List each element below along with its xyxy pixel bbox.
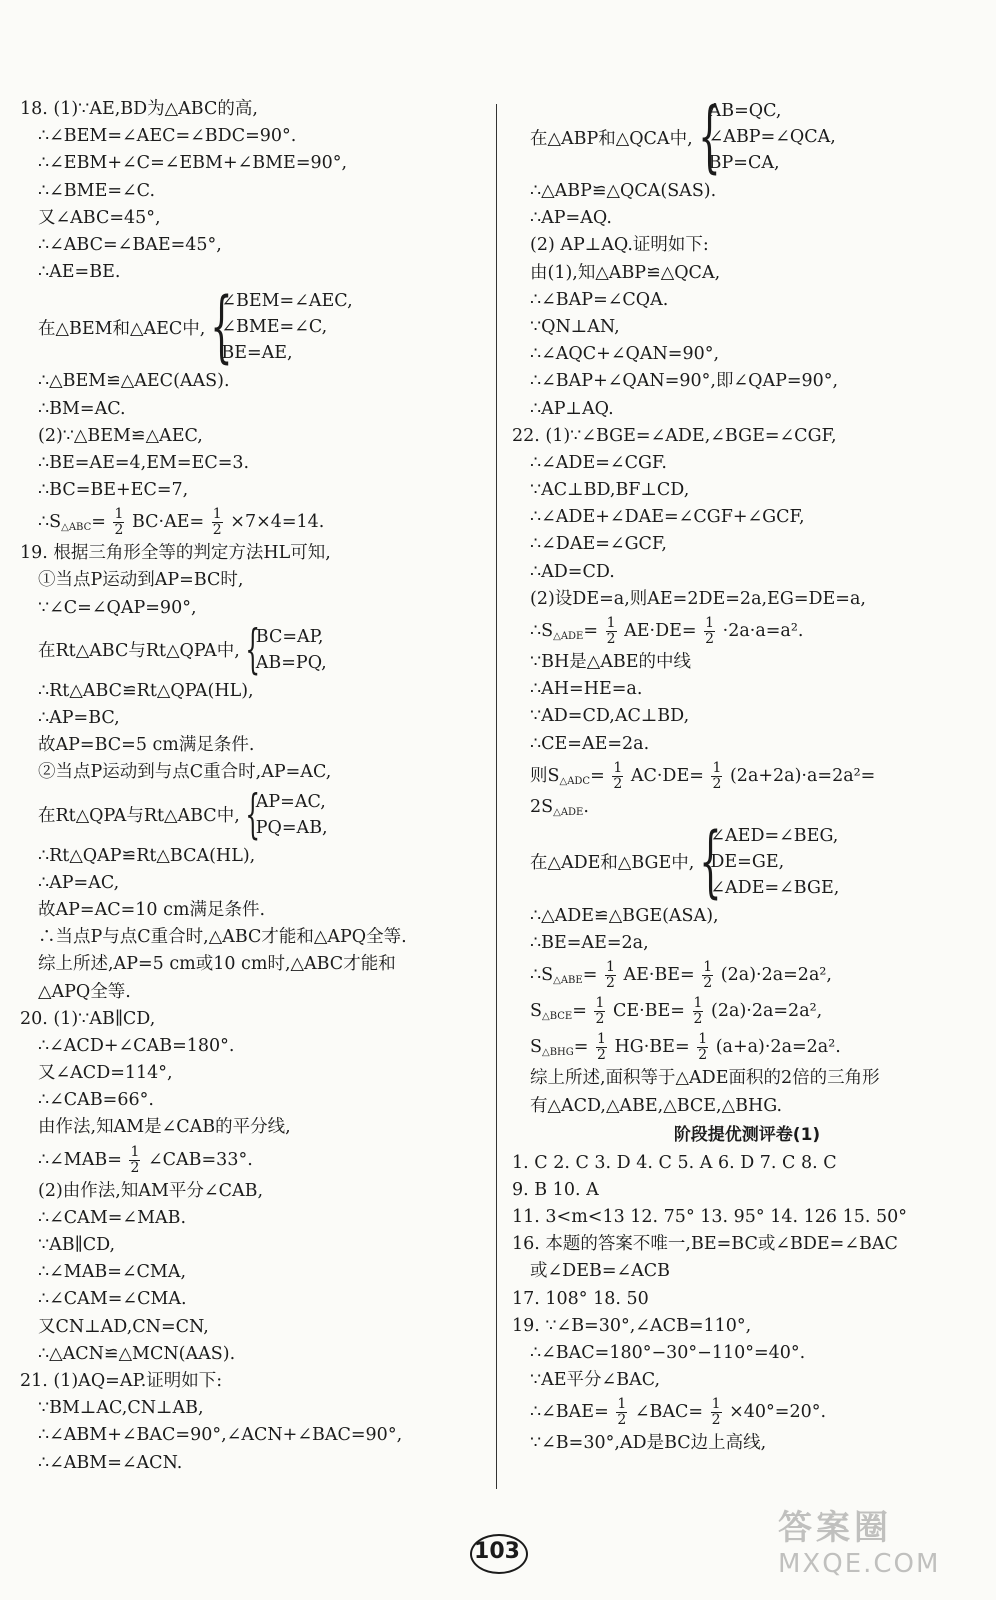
fraction <box>129 1145 140 1176</box>
system-label: 在Rt△QPA与Rt△ABC中, <box>38 806 240 827</box>
formula-text: S <box>530 1037 542 1058</box>
text-line: ①当点P运动到AP=BC时, <box>38 570 244 591</box>
formula-text: . <box>583 796 589 817</box>
text-line: ∵AD=CD,AC⊥BD, <box>530 706 690 727</box>
formula-text: = <box>590 765 605 786</box>
area-formula <box>512 758 982 794</box>
right-column <box>512 92 982 1458</box>
formula-text: ∴S <box>530 621 554 641</box>
formula-continuation <box>512 794 982 821</box>
formula-text: (2a)·2a=2a², <box>720 965 832 986</box>
fraction <box>596 1032 607 1063</box>
subscript: △ABC <box>61 522 92 534</box>
text-line: ∴CE=AE=2a. <box>530 733 650 754</box>
numerator: 1 <box>705 615 715 631</box>
text-line: ∴BM=AC. <box>38 398 126 419</box>
text-line: 又∠ACD=114°, <box>38 1063 173 1084</box>
text-line: ∴∠ABC=∠BAE=45°, <box>38 234 222 255</box>
text-line: ②当点P运动到与点C重合时,AP=AC, <box>38 762 332 783</box>
system-label: 在Rt△ABC与Rt△QPA中, <box>38 641 240 662</box>
text-line: ∴AP⊥AQ. <box>530 398 614 419</box>
answer-line: 19. ∵∠B=30°,∠ACB=110°, <box>512 1315 752 1336</box>
text-line: ∴∠BAP=∠CQA. <box>530 289 669 310</box>
fraction <box>612 761 623 792</box>
watermark-url: MXQE.COM <box>778 1549 941 1579</box>
denominator: 2 <box>605 975 615 992</box>
text-line: 综上所述,AP=5 cm或10 cm时,△ABC才能和 <box>38 954 396 975</box>
page-number <box>454 1528 540 1576</box>
system-lines <box>710 823 839 901</box>
text-line: ∴AH=HE=a. <box>530 679 643 700</box>
equation-system <box>512 816 982 907</box>
numerator: 1 <box>114 506 124 523</box>
text-line: ∴AE=BE. <box>38 262 121 283</box>
text-line: ∵AB∥CD, <box>38 1235 116 1255</box>
answer-line: 9. B 10. A <box>512 1179 599 1200</box>
fraction <box>693 996 704 1027</box>
formula-text: AE·BE= <box>623 965 695 986</box>
formula-text: ×7×4=14. <box>230 512 325 533</box>
subscript: △ABE <box>553 975 583 987</box>
fraction <box>212 507 223 538</box>
text-line: 又CN⊥AD,CN=CN, <box>38 1316 209 1337</box>
text-line: 有△ACD,△ABE,△BCE,△BHG. <box>530 1095 783 1116</box>
denominator: 2 <box>703 975 713 992</box>
text-line: ∴∠ACD+∠CAB=180°. <box>38 1035 235 1056</box>
formula-text: ×40°=20°. <box>729 1402 827 1423</box>
equation-system <box>20 784 490 845</box>
angle-formula <box>20 1142 490 1178</box>
brace-icon: { <box>245 619 260 680</box>
text-line: ∴∠AQC+∠QAN=90°, <box>530 344 720 365</box>
numerator: 1 <box>595 995 605 1012</box>
subscript: △BHG <box>542 1047 574 1059</box>
answer-line: 17. 108° 18. 50 <box>512 1288 649 1309</box>
numerator: 1 <box>703 959 713 976</box>
text-line: ∴Rt△QAP≌Rt△BCA(HL), <box>38 845 256 866</box>
formula-text: ∴∠MAB= <box>38 1149 122 1170</box>
text-line: 故AP=BC=5 cm满足条件. <box>38 735 255 756</box>
brace-icon: { <box>697 92 721 182</box>
equation-system <box>20 619 490 680</box>
subscript: △ADE <box>553 631 584 642</box>
text-line: ∴∠MAB=∠CMA, <box>38 1262 187 1283</box>
denominator: 2 <box>617 1412 627 1429</box>
denominator: 2 <box>114 522 124 539</box>
text-line: (2) AP⊥AQ.证明如下: <box>530 235 709 256</box>
watermark-logo <box>778 1500 988 1596</box>
formula-text: = <box>573 1037 589 1058</box>
subscript: △ADC <box>559 775 591 787</box>
text-line: ∴∠ABM+∠BAC=90°,∠ACN+∠BAC=90°, <box>38 1425 403 1446</box>
text-line: ∴∠CAM=∠CMA. <box>38 1289 187 1310</box>
text-line: ∴BE=AE=2a, <box>530 933 649 954</box>
formula-text: ∴S <box>38 512 62 533</box>
answer-line: ∵∠B=30°,AD是BC边上高线, <box>530 1433 767 1454</box>
formula-text: ∠BAC= <box>634 1402 704 1423</box>
formula-text: BC·AE= <box>131 512 205 533</box>
text-line: ∴△ABP≌△QCA(SAS). <box>530 181 717 201</box>
subscript: △ADE <box>553 806 584 818</box>
fraction <box>616 1397 627 1428</box>
text-line: ∴∠DAE=∠GCF, <box>530 534 667 555</box>
denominator: 2 <box>130 1159 140 1176</box>
system-line: ∠AED=∠BEG, <box>710 825 839 846</box>
fraction <box>711 1397 722 1428</box>
fraction <box>697 1032 708 1063</box>
fraction <box>594 996 605 1027</box>
fraction <box>704 616 715 647</box>
denominator: 2 <box>597 1047 606 1064</box>
system-line: DE=GE, <box>710 851 785 872</box>
system-line: AB=QC, <box>708 101 782 121</box>
text-line: ∴AD=CD. <box>530 561 615 582</box>
system-line: AP=AC, <box>255 791 326 812</box>
denominator: 2 <box>712 775 722 792</box>
q20-intro: 20. (1)∵AB∥CD, <box>20 1008 156 1029</box>
formula-text: HG·BE= <box>614 1037 690 1058</box>
text-line: ∵BH是△ABE的中线 <box>530 652 691 672</box>
text-line: ∴AP=AC, <box>38 872 120 893</box>
left-column <box>20 96 490 1477</box>
angle-formula <box>512 1394 982 1430</box>
area-formula <box>512 1029 982 1065</box>
system-lines <box>256 789 328 841</box>
formula-text: = <box>583 621 599 641</box>
denominator: 2 <box>613 775 623 792</box>
answer-line: ∴∠BAC=180°−30°−110°=40°. <box>530 1343 806 1363</box>
text-line: ∵AC⊥BD,BF⊥CD, <box>530 480 690 501</box>
formula-text: CE·BE= <box>612 1001 685 1022</box>
system-line: AB=PQ, <box>255 652 327 673</box>
page-number-value: 103 <box>474 1539 520 1564</box>
numerator: 1 <box>693 995 703 1012</box>
area-formula <box>20 504 490 540</box>
formula-text: ∴∠BAE= <box>530 1402 609 1423</box>
text-line: ∴Rt△ABC≌Rt△QPA(HL), <box>38 680 254 701</box>
system-line: BC=AP, <box>255 626 324 647</box>
text-line: ∵BM⊥AC,CN⊥AB, <box>38 1398 204 1419</box>
text-line: ∴∠BEM=∠AEC=∠BDC=90°. <box>38 126 297 147</box>
text-line: ∴BC=BE+EC=7, <box>38 480 189 501</box>
system-line: BP=CA, <box>708 153 780 173</box>
formula-text: S <box>530 1001 542 1022</box>
fraction <box>702 960 713 991</box>
text-line: ∵QN⊥AN, <box>530 316 620 337</box>
formula-text: (2a)·2a=2a², <box>711 1001 823 1022</box>
answer-line: 1. C 2. C 3. D 4. C 5. A 6. D 7. C 8. C <box>512 1152 837 1173</box>
system-label: 在△ABP和△QCA中, <box>530 128 693 149</box>
system-line: ∠ADE=∠BGE, <box>710 877 840 898</box>
column-divider <box>496 104 497 1489</box>
equation-system <box>512 92 982 182</box>
area-formula <box>512 993 982 1029</box>
answer-line: 或∠DEB=∠ACB <box>530 1261 671 1282</box>
denominator: 2 <box>698 1047 708 1064</box>
q22-intro: 22. (1)∵∠BGE=∠ADE,∠BGE=∠CGF, <box>512 425 837 446</box>
system-label: 在△ADE和△BGE中, <box>530 853 695 874</box>
text-line: ∴∠ADE+∠DAE=∠CGF+∠GCF, <box>530 507 805 528</box>
numerator: 1 <box>605 959 615 976</box>
answer-line: 11. 3<m<13 12. 75° 13. 95° 14. 126 15. 50° <box>512 1207 907 1228</box>
numerator: 1 <box>711 1396 721 1413</box>
formula-text: = <box>572 1001 587 1022</box>
text-line: (2)由作法,知AM平分∠CAB, <box>38 1180 264 1201</box>
system-line: ∠BEM=∠AEC, <box>221 291 353 312</box>
brace-icon: { <box>245 784 260 845</box>
fraction <box>113 507 124 538</box>
system-line: ∠ABP=∠QCA, <box>708 127 836 147</box>
numerator: 1 <box>712 759 722 776</box>
numerator: 1 <box>617 1396 627 1413</box>
q18-intro: 18. (1)∵AE,BD为△ABC的高, <box>20 99 258 119</box>
text-line: 由(1),知△ABP≌△QCA, <box>530 262 721 283</box>
text-line: 由作法,知AM是∠CAB的平分线, <box>38 1117 291 1138</box>
numerator: 1 <box>698 1031 708 1048</box>
fraction <box>711 761 722 792</box>
text-line: (2)∵△BEM≌△AEC, <box>38 425 203 446</box>
text-line: ∴∠EBM+∠C=∠EBM+∠BME=90°, <box>38 153 348 174</box>
formula-text: = <box>91 512 106 533</box>
text-line: ∴AP=AQ. <box>530 208 612 229</box>
system-line: ∠BME=∠C, <box>221 317 328 338</box>
text-line: 又∠ABC=45°, <box>38 207 161 228</box>
q19-intro: 19. 根据三角形全等的判定方法HL可知, <box>20 543 331 564</box>
denominator: 2 <box>606 631 616 647</box>
brace-icon: { <box>210 282 233 373</box>
system-line: PQ=AB, <box>255 817 328 838</box>
text-line: (2)设DE=a,则AE=2DE=2a,EG=DE=a, <box>530 588 866 609</box>
formula-text: ·2a·a=a². <box>722 621 804 641</box>
text-line: ∴∠ABM=∠ACN. <box>38 1452 183 1473</box>
text-line: ∴△ADE≌△BGE(ASA), <box>530 905 719 926</box>
numerator: 1 <box>597 1031 606 1048</box>
numerator: 1 <box>613 759 623 776</box>
fraction <box>605 960 616 991</box>
text-line: ∴BE=AE=4,EM=EC=3. <box>38 452 250 473</box>
text-line: ∴△BEM≌△AEC(AAS). <box>38 371 230 392</box>
text-line: ∴∠CAB=66°. <box>38 1090 154 1111</box>
denominator: 2 <box>705 631 715 647</box>
text-line: ∴△ACN≌△MCN(AAS). <box>38 1343 236 1364</box>
formula-text: 则S <box>530 765 560 786</box>
text-line: ∴∠BME=∠C. <box>38 180 156 201</box>
answer-line: 16. 本题的答案不唯一,BE=BC或∠BDE=∠BAC <box>512 1234 898 1255</box>
formula-text: AE·DE= <box>624 621 697 641</box>
area-formula <box>512 613 982 649</box>
denominator: 2 <box>595 1011 605 1028</box>
formula-text: (a+a)·2a=2a². <box>715 1037 841 1058</box>
system-line: BE=AE, <box>221 343 293 364</box>
section-title: 阶段提优测评卷(1) <box>673 1124 821 1145</box>
denominator: 2 <box>693 1011 703 1028</box>
formula-text: AC·DE= <box>630 765 704 786</box>
subscript: △BCE <box>542 1011 573 1023</box>
text-line: ∴∠BAP+∠QAN=90°,即∠QAP=90°, <box>530 371 839 392</box>
fraction <box>606 616 617 647</box>
text-line: ∴当点P与点C重合时,△ABC才能和△APQ全等. <box>38 927 407 948</box>
denominator: 2 <box>711 1412 721 1429</box>
formula-text: ∴S <box>530 965 554 986</box>
text-line: ∴∠ADE=∠CGF. <box>530 452 667 473</box>
numerator: 1 <box>606 615 616 631</box>
text-line: 综上所述,面积等于△ADE面积的2倍的三角形 <box>530 1068 880 1089</box>
q21-intro: 21. (1)AQ=AP.证明如下: <box>20 1370 223 1391</box>
system-lines <box>709 98 836 176</box>
answer-line: ∵AE平分∠BAC, <box>530 1370 661 1391</box>
text-line: 故AP=AC=10 cm满足条件. <box>38 899 266 920</box>
text-line: △APQ全等. <box>38 981 131 1002</box>
area-formula <box>512 957 982 993</box>
system-lines <box>256 624 327 676</box>
formula-text: 2S <box>530 796 554 817</box>
formula-text: (2a+2a)·a=2a²= <box>729 765 876 786</box>
brace-icon: { <box>699 816 723 907</box>
text-line: ∵∠C=∠QAP=90°, <box>38 597 197 618</box>
system-lines <box>221 288 352 366</box>
denominator: 2 <box>212 522 222 539</box>
watermark-text: 答案圈 <box>778 1508 892 1548</box>
formula-text: ∠CAB=33°. <box>147 1149 253 1170</box>
formula-text: = <box>582 965 598 986</box>
numerator: 1 <box>130 1143 140 1160</box>
text-line: ∴AP=BC, <box>38 708 120 728</box>
equation-system <box>20 282 490 373</box>
numerator: 1 <box>212 506 222 523</box>
text-line: ∴∠CAM=∠MAB. <box>38 1207 187 1228</box>
system-label: 在△BEM和△AEC中, <box>38 318 206 339</box>
